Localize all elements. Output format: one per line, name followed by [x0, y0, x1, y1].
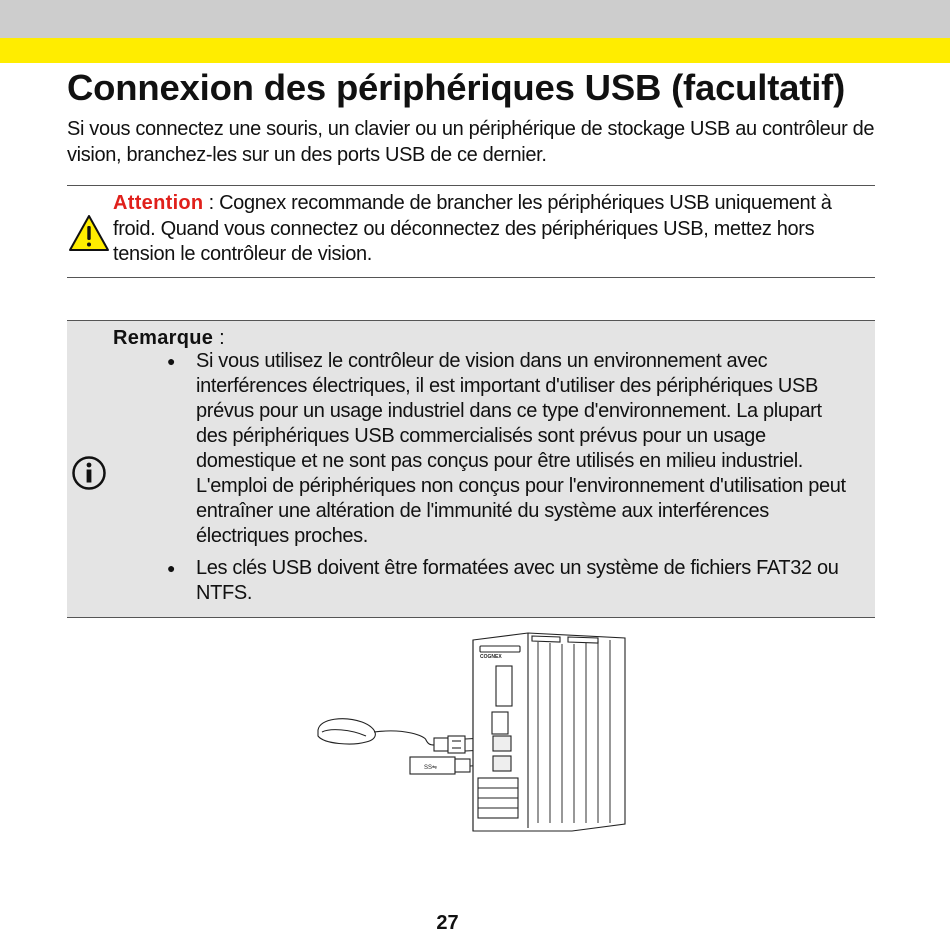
attention-separator: :: [203, 192, 220, 214]
svg-text:SS⇋: SS⇋: [424, 765, 438, 771]
note-list-item: [167, 349, 857, 549]
note-list: [167, 349, 857, 613]
note-item-text: Les clés USB doivent être formatées avec un système de fichiers FAT32 ou NTFS.: [196, 557, 839, 604]
note-separator: :: [213, 327, 225, 349]
header-gray-band: [0, 0, 950, 38]
header-accent-band: [0, 38, 950, 63]
info-circle-icon: [71, 455, 107, 491]
usb-connection-illustration: [310, 628, 640, 838]
controller-logo: COGNEX: [480, 654, 502, 660]
note-callout: [67, 320, 875, 618]
note-label: Remarque: [113, 327, 214, 349]
attention-text: Cognex recommande de brancher les périphériques USB uniquement à froid. Quand vous connectez ou déconnectez des périphériques USB, mettez hors tension le contrôleur de vision.: [113, 192, 832, 265]
attention-text-block: [113, 191, 873, 268]
intro-paragraph: Si vous connectez une souris, un clavier ou un périphérique de stockage USB au contrôleur de vision, branchez-les sur un des ports USB de ce dernier.: [67, 118, 875, 166]
note-label-line: [113, 326, 225, 351]
warning-triangle-icon: [68, 214, 110, 252]
usb-stick-icon: [410, 757, 470, 774]
note-list-item: [167, 556, 857, 606]
page-number: 27: [436, 912, 459, 934]
page-title: Connexion des périphériques USB (facultatif): [67, 67, 846, 108]
vision-controller-device: [473, 633, 625, 831]
mouse-icon: [318, 719, 434, 745]
attention-callout: [67, 185, 875, 278]
bullet-icon: ●: [167, 353, 176, 369]
attention-label: Attention: [113, 192, 204, 214]
bullet-icon: ●: [167, 560, 176, 576]
note-item-text: Si vous utilisez le contrôleur de vision dans un environnement avec interférences électriques, il est important d'utiliser des périphériques USB prévus pour un usage industriel dans ce type d'environnement. La plupart des périphériques USB commercialisés sont prévus pour un usage domestique et ne sont pas conçus pour être utilisés en milieu industriel. L'emploi de périphériques non conçus pour l'environnement d'utilisation peut entraîner une altération de l'immunité du système aux interférences électriques proches.: [196, 350, 846, 547]
